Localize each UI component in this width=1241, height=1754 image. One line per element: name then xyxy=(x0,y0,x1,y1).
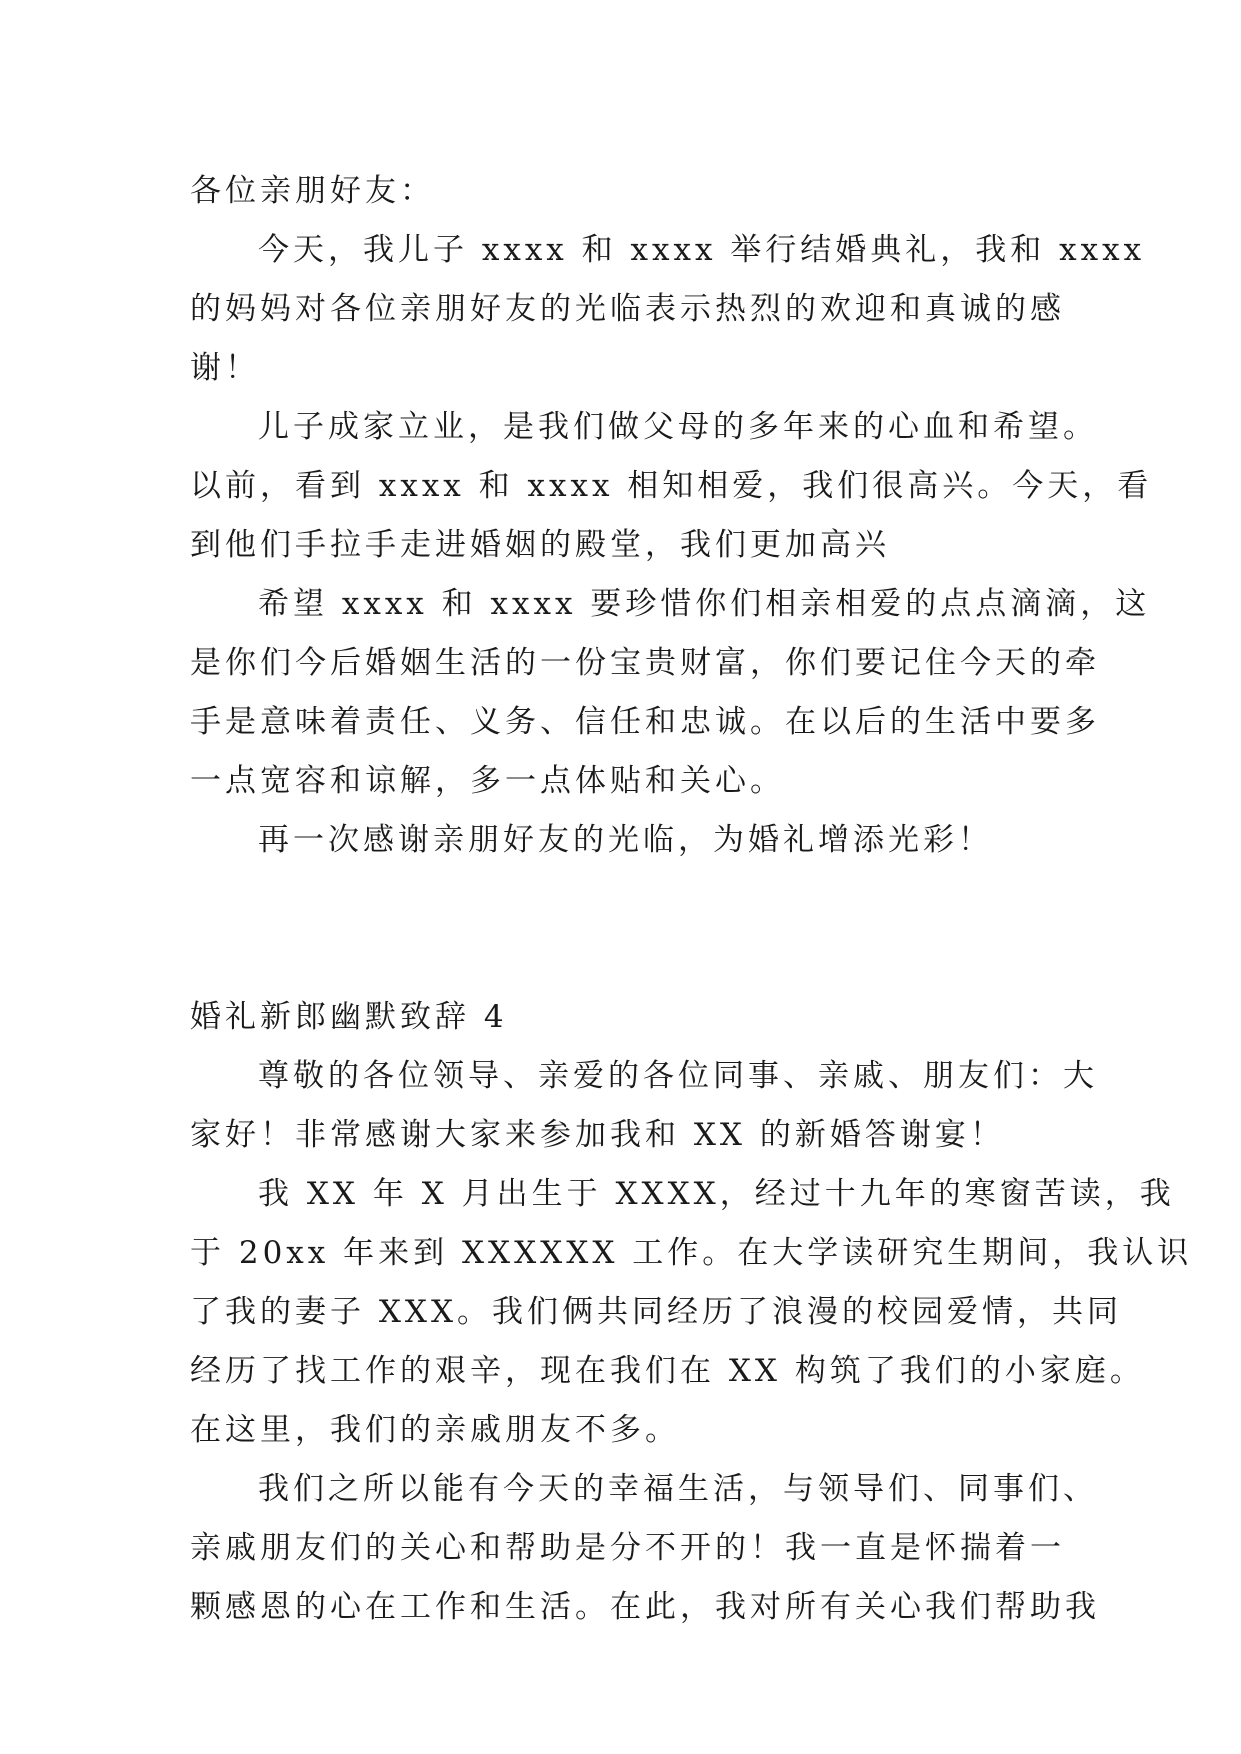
paragraph-line: 于 20xx 年来到 XXXXXX 工作。在大学读研究生期间，我认识 xyxy=(190,1235,1193,1271)
paragraph-line: 希望 xxxx 和 xxxx 要珍惜你们相亲相爱的点点滴滴，这 xyxy=(258,586,1151,622)
paragraph-line: 是你们今后婚姻生活的一份宝贵财富，你们要记住今天的牵 xyxy=(190,645,1100,681)
salutation: 各位亲朋好友： xyxy=(190,173,435,209)
paragraph-line: 的妈妈对各位亲朋好友的光临表示热烈的欢迎和真诚的感 xyxy=(190,291,1065,327)
paragraph-line: 一点宽容和谅解，多一点体贴和关心。 xyxy=(190,763,785,799)
paragraph-line: 儿子成家立业，是我们做父母的多年来的心血和希望。 xyxy=(258,409,1098,445)
section-gap xyxy=(190,870,1050,988)
paragraph-line: 再一次感谢亲朋好友的光临，为婚礼增添光彩！ xyxy=(258,822,993,858)
paragraph-line: 尊敬的各位领导、亲爱的各位同事、亲戚、朋友们：大 xyxy=(258,1058,1098,1094)
paragraph-line: 经历了找工作的艰辛，现在我们在 XX 构筑了我们的小家庭。 xyxy=(190,1353,1145,1389)
paragraph-line: 家好！非常感谢大家来参加我和 XX 的新婚答谢宴！ xyxy=(190,1117,1005,1153)
paragraph-line: 颗感恩的心在工作和生活。在此，我对所有关心我们帮助我 xyxy=(190,1589,1100,1625)
paragraph-line: 在这里，我们的亲戚朋友不多。 xyxy=(190,1412,680,1448)
paragraph-line: 以前，看到 xxxx 和 xxxx 相知相爱，我们很高兴。今天，看 xyxy=(190,468,1153,504)
paragraph-line: 我 XX 年 X 月出生于 XXXX，经过十九年的寒窗苦读，我 xyxy=(258,1176,1175,1212)
paragraph-line: 手是意味着责任、义务、信任和忠诚。在以后的生活中要多 xyxy=(190,704,1100,740)
paragraph-line: 谢！ xyxy=(190,350,260,386)
paragraph-line: 了我的妻子 XXX。我们俩共同经历了浪漫的校园爱情，共同 xyxy=(190,1294,1123,1330)
paragraph-line: 我们之所以能有今天的幸福生活，与领导们、同事们、 xyxy=(258,1471,1098,1507)
document-body xyxy=(190,162,1193,1637)
paragraph-line: 今天，我儿子 xxxx 和 xxxx 举行结婚典礼，我和 xxxx xyxy=(258,232,1146,268)
paragraph-line: 到他们手拉手走进婚姻的殿堂，我们更加高兴 xyxy=(190,527,890,563)
paragraph-line: 亲戚朋友们的关心和帮助是分不开的！我一直是怀揣着一 xyxy=(190,1530,1065,1566)
section-heading: 婚礼新郎幽默致辞 4 xyxy=(190,999,508,1035)
